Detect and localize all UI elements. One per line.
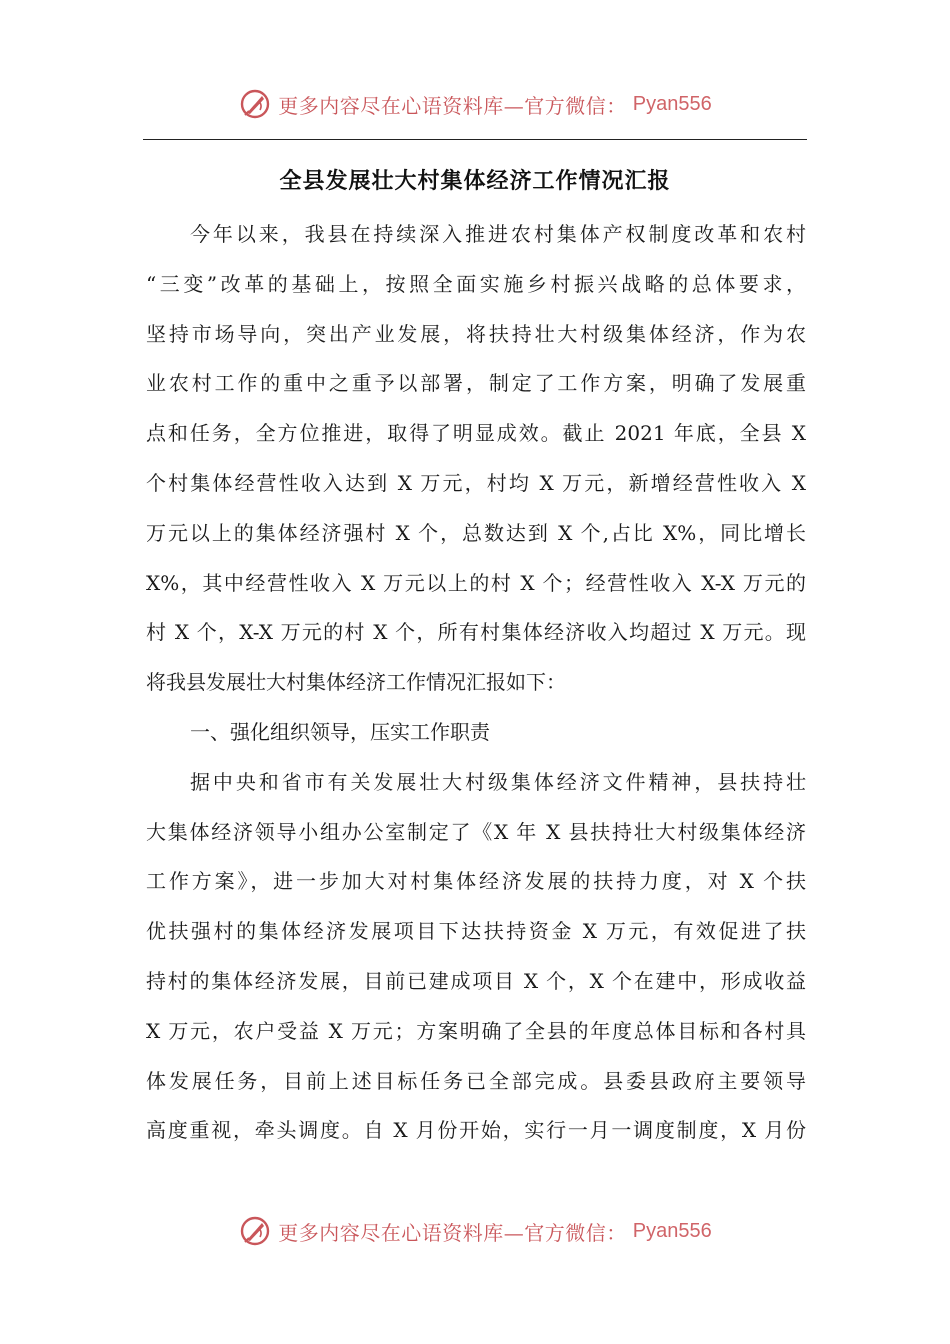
document-body [146, 210, 806, 1156]
paragraph-line: X 万元，农户受益 X 万元；方案明确了全县的年度总体目标和各村具 [146, 1018, 806, 1043]
paragraph-line: 坚持市场导向，突出产业发展，将扶持壮大村级集体经济，作为农 [146, 321, 806, 346]
quill-logo-icon [238, 87, 272, 121]
paragraph-line: 大集体经济领导小组办公室制定了《X 年 X 县扶持壮大村级集体经济 [146, 819, 806, 844]
paragraph-line: 优扶强村的集体经济发展项目下达扶持资金 X 万元，有效促进了扶 [146, 919, 806, 944]
footer-watermark [0, 1211, 950, 1251]
paragraph-line: 业农村工作的重中之重予以部署，制定了工作方案，明确了发展重 [146, 371, 806, 396]
header-watermark [0, 84, 950, 124]
paragraph-line: 据中央和省市有关发展壮大村级集体经济文件精神，县扶持壮 [190, 769, 806, 794]
paragraph-line: 今年以来，我县在持续深入推进农村集体产权制度改革和农村 [190, 222, 806, 246]
section-heading: 一、强化组织领导，压实工作职责 [190, 719, 490, 744]
header-rule [143, 139, 807, 140]
quill-logo-icon [238, 1214, 272, 1248]
paragraph-line: 体发展任务，目前上述目标任务已全部完成。县委县政府主要领导 [146, 1068, 806, 1093]
watermark-text: 更多内容尽在心语资料库—官方微信： [278, 1220, 627, 1245]
document-title: 全县发展壮大村集体经济工作情况汇报 [279, 169, 671, 194]
paragraph-line: 将我县发展壮大村集体经济工作情况汇报如下： [146, 670, 566, 695]
paragraph-line: 高度重视，牵头调度。自 X 月份开始，实行一月一调度制度，X 月份 [146, 1118, 806, 1143]
paragraph-line: 万元以上的集体经济强村 X 个，总数达到 X 个,占比 X%，同比增长 [146, 520, 806, 545]
paragraph-line: 村 X 个，X-X 万元的村 X 个，所有村集体经济收入均超过 X 万元。现 [146, 620, 806, 645]
paragraph-line: 工作方案》，进一步加大对村集体经济发展的扶持力度，对 X 个扶 [146, 869, 806, 894]
paragraph-line: X%，其中经营性收入 X 万元以上的村 X 个；经营性收入 X-X 万元的 [146, 570, 806, 595]
paragraph-line: 点和任务，全方位推进，取得了明显成效。截止 2021 年底，全县 X [146, 421, 806, 446]
paragraph-line: “三变”改革的基础上，按照全面实施乡村振兴战略的总体要求， [146, 271, 806, 296]
paragraph-line: 持村的集体经济发展，目前已建成项目 X 个，X 个在建中，形成收益 [146, 968, 806, 993]
paragraph-line: 个村集体经营性收入达到 X 万元，村均 X 万元，新增经营性收入 X [146, 470, 806, 495]
watermark-wechat-id: Pyan556 [632, 1219, 712, 1242]
watermark-text: 更多内容尽在心语资料库—官方微信： [278, 93, 627, 118]
watermark-wechat-id: Pyan556 [632, 92, 712, 115]
